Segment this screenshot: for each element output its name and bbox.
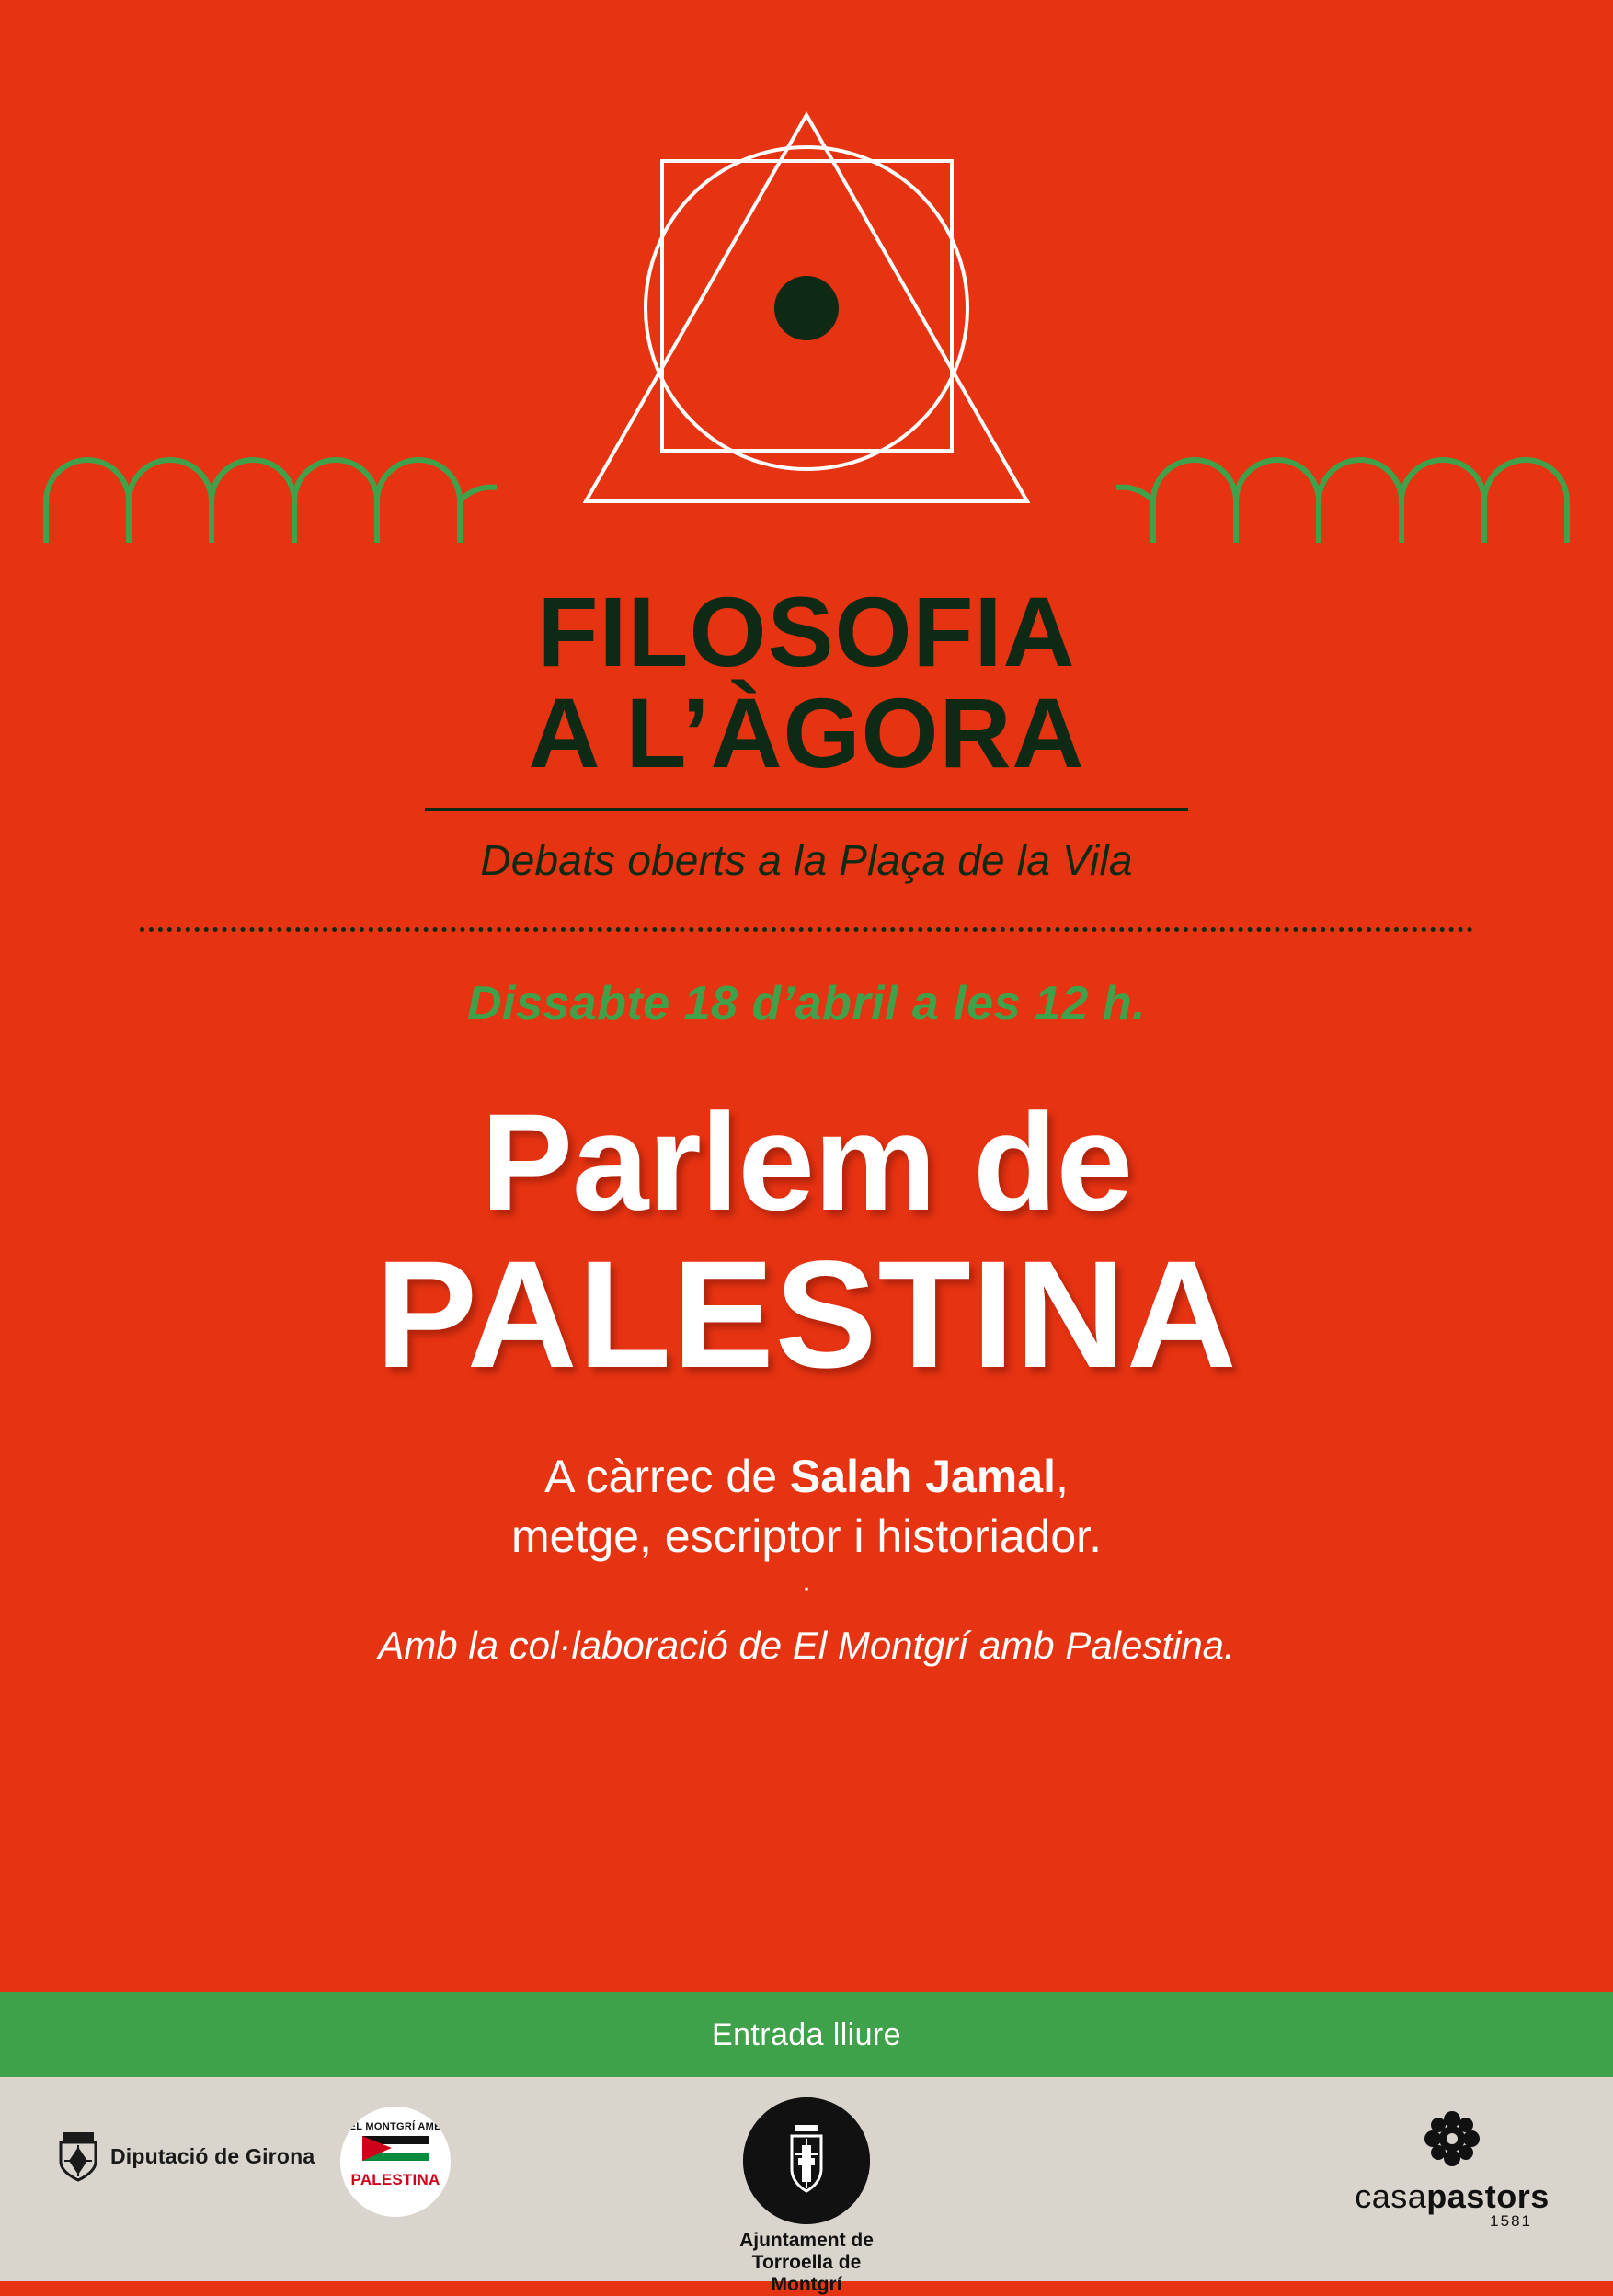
logo-casapastors-wordmark [1346,2177,1558,2216]
headline-line-2: PALESTINA [375,1229,1238,1400]
town-crest-icon [743,2097,870,2224]
logo-el-montgri-amb-palestina [340,2107,451,2217]
rosette-flower-icon [1424,2110,1481,2167]
speaker-line [0,1447,1613,1507]
entry-bar [0,1992,1613,2077]
logo-ajuntament-label-line1: Ajuntament de [739,2230,874,2251]
speaker-prefix: A càrrec de [544,1451,790,1503]
logo-diputacio-label: Diputació de Girona [110,2143,315,2168]
palestine-flag-icon [340,2134,451,2165]
title-line-1: FILOSOFIA [537,576,1076,687]
logo-ajuntament-label [724,2230,889,2296]
event-date: Dissabte 18 d’abril a les 12 h. [466,977,1147,1031]
headline-line-1: Parlem de [480,1085,1133,1240]
logo-ajuntament-de-torroella-de-montgri [724,2097,889,2296]
logo-montgri-label-bottom: PALESTINA [350,2171,440,2188]
speaker-suffix: , [1055,1451,1069,1503]
entry-label: Entrada lliure [712,2016,901,2052]
speaker-role: metge, escriptor i historiador. [511,1510,1102,1563]
speaker-block [0,1447,1613,1567]
town-crest-shape [743,2097,870,2224]
dot-separator: · [801,1570,812,1606]
logo-diputacio-de-girona [57,2130,315,2182]
title-block [0,576,1613,885]
shield-crown-icon [57,2130,99,2182]
logo-casapastors-year: 1581 [1490,2212,1532,2230]
title-divider [425,808,1188,811]
logo-montgri-label-top: EL MONTGRÍ AMB [349,2121,442,2132]
spacer [0,1668,1613,1992]
logo-casa-pastors [1346,2110,1558,2231]
footer-logos [0,2077,1613,2296]
arches-left-decoration [37,451,497,543]
logo-casapastors-word-bold: pastors [1426,2177,1550,2215]
emblem-band [0,0,1613,570]
triangle-square-circle-emblem [567,97,1046,529]
arches-right-decoration [1116,451,1576,543]
subtitle: Debats oberts a la Plaça de la Vila [480,836,1133,885]
speaker-name: Salah Jamal [789,1451,1056,1503]
collaboration-note: Amb la col·laboració de El Montgrí amb Palestina. [378,1623,1235,1667]
headline [0,1085,1613,1400]
logo-ajuntament-label-line2: Torroella de Montgrí [751,2252,862,2296]
emblem-center-dot [774,276,839,340]
dotted-divider [140,927,1473,932]
logo-casapastors-word-thin: casa [1355,2177,1427,2215]
title-line-2: A L’ÀGORA [528,677,1085,789]
